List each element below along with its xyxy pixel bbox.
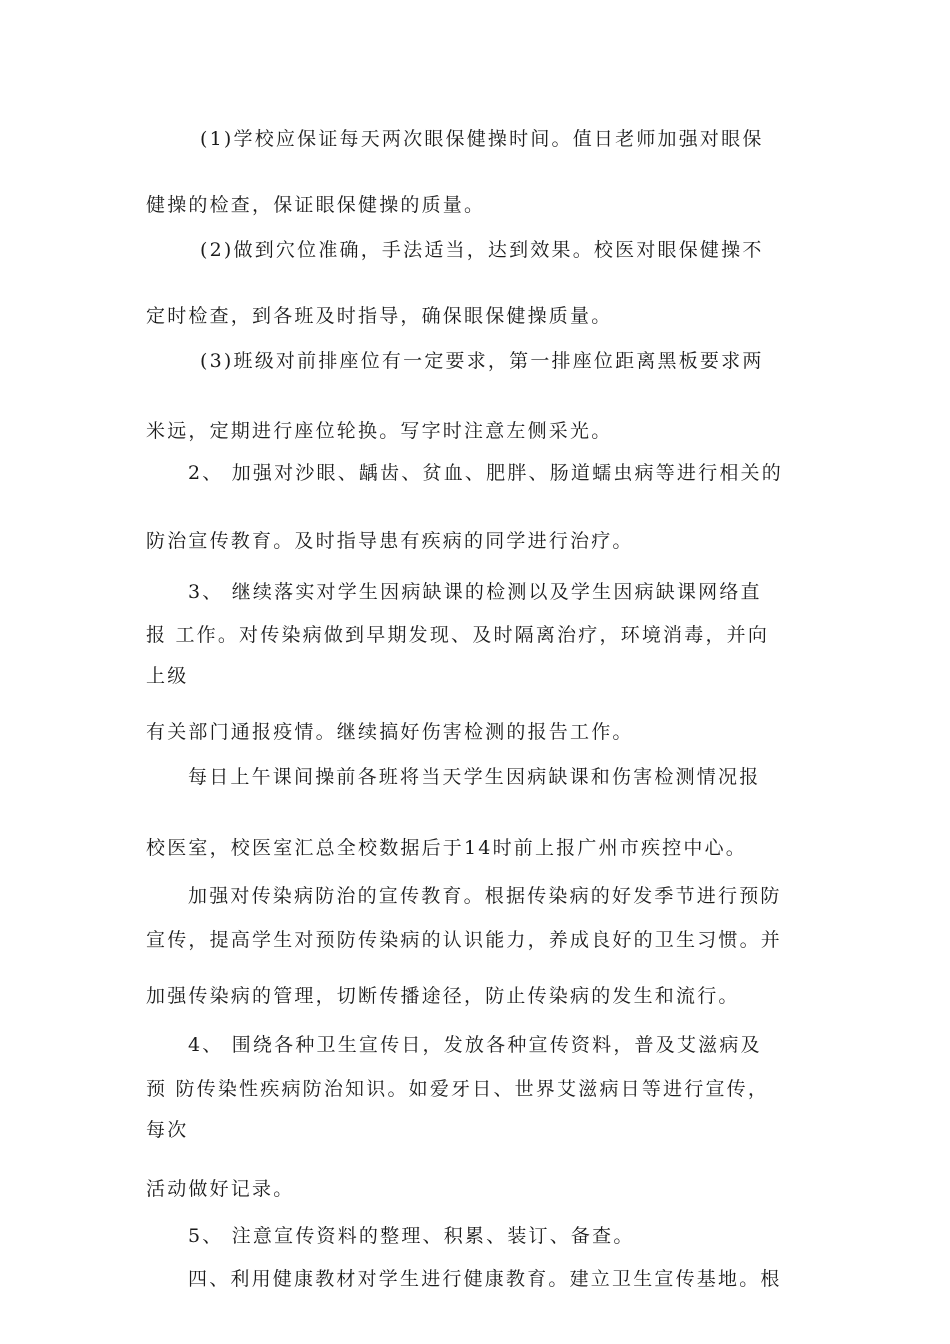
text-line: 上级 [146, 665, 189, 687]
text-line: 活动做好记录。 [146, 1178, 295, 1200]
text-line: 3、 继续落实对学生因病缺课的检测以及学生因病缺课网络直 [188, 581, 762, 603]
text-line: 米远，定期进行座位轮换。写字时注意左侧采光。 [146, 420, 613, 442]
text-line: 校医室，校医室汇总全校数据后于14时前上报广州市疾控中心。 [146, 837, 747, 859]
text-line: 健操的检查，保证眼保健操的质量。 [146, 194, 486, 216]
text-line: 防治宣传教育。及时指导患有疾病的同学进行治疗。 [146, 530, 634, 552]
text-line: 预 防传染性疾病防治知识。如爱牙日、世界艾滋病日等进行宣传， [146, 1078, 770, 1100]
text-line: 宣传，提高学生对预防传染病的认识能力，养成良好的卫生习惯。并 [146, 929, 783, 951]
text-line: (2)做到穴位准确，手法适当，达到效果。校医对眼保健操不 [200, 239, 764, 261]
text-line: 2、 加强对沙眼、龋齿、贫血、肥胖、肠道蠕虫病等进行相关的 [188, 462, 783, 484]
text-line: 4、 围绕各种卫生宣传日，发放各种宣传资料，普及艾滋病及 [188, 1034, 762, 1056]
text-line: 每次 [146, 1119, 189, 1141]
text-line: 定时检查，到各班及时指导，确保眼保健操质量。 [146, 305, 613, 327]
text-line: 5、 注意宣传资料的整理、积累、装订、备查。 [188, 1225, 635, 1247]
text-line: 加强对传染病防治的宣传教育。根据传染病的好发季节进行预防 [188, 885, 782, 907]
text-line: 加强传染病的管理，切断传播途径，防止传染病的发生和流行。 [146, 985, 740, 1007]
text-line: 报 工作。对传染病做到早期发现、及时隔离治疗，环境消毒，并向 [146, 624, 770, 646]
text-line: (3)班级对前排座位有一定要求，第一排座位距离黑板要求两 [200, 350, 764, 372]
text-line: (1)学校应保证每天两次眼保健操时间。值日老师加强对眼保 [200, 128, 764, 150]
text-line: 四、利用健康教材对学生进行健康教育。建立卫生宣传基地。根 [188, 1268, 782, 1290]
text-line: 每日上午课间操前各班将当天学生因病缺课和伤害检测情况报 [188, 766, 761, 788]
text-line: 有关部门通报疫情。继续搞好伤害检测的报告工作。 [146, 721, 634, 743]
